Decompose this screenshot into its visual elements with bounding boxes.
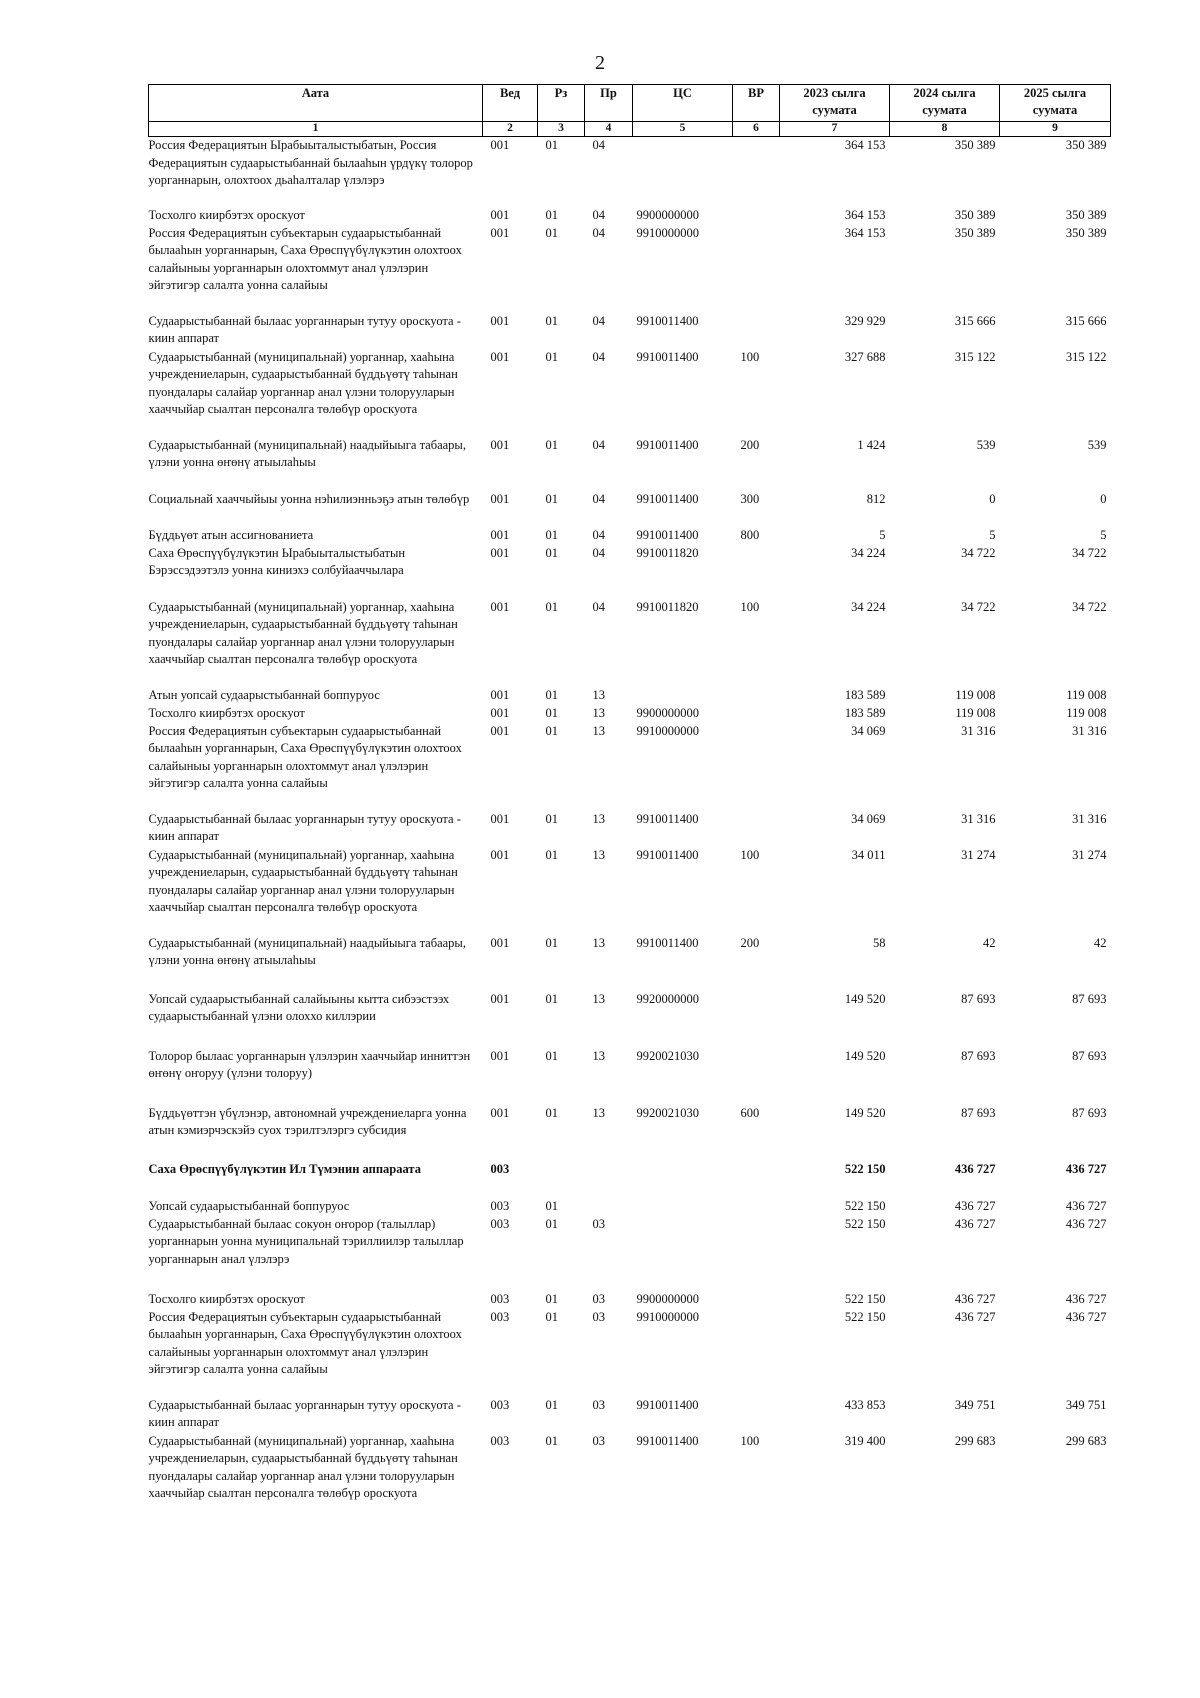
- cs-code: 9910011820: [636, 545, 699, 560]
- amount-2025: 350 389: [1065, 138, 1107, 152]
- cs-code: 9910011820: [636, 599, 699, 614]
- amount-2023: 327 688: [844, 349, 886, 364]
- cs-code: 9900000000: [636, 1291, 699, 1306]
- rz-code: 01: [545, 811, 558, 826]
- amount-2024: 87 693: [961, 991, 996, 1006]
- rz-code: 01: [545, 935, 558, 950]
- rz-code: 01: [545, 687, 558, 702]
- header-cell: ВР: [733, 85, 780, 122]
- amount-2025: 299 683: [1065, 1433, 1107, 1448]
- header-cell: Вед: [483, 85, 538, 122]
- row-name: Саха Өрөспүүбүлүкэтин Ил Түмэнин аппараата: [148, 1161, 421, 1176]
- cs-code: 9910011400: [636, 1397, 699, 1412]
- amount-2023: 329 929: [844, 313, 886, 328]
- amount-2025: 436 727: [1065, 1198, 1107, 1213]
- ved-code: 003: [490, 1397, 510, 1412]
- row-name: Судаарыстыбаннай (муниципальнай) наадыйыыга табаары, үлэни уонна өҥөнү атыылаһыы: [148, 437, 466, 469]
- row-name: Россия Федерациятын субъектарын судаарыстыбаннай былааһын уорганнарын, Саха Өрөспүүбүлүкэтин олохтоох салайыныы уорганнарын олохтоммут анал үлэлэрин эйгэтигэр салалта уонна салайыы: [148, 723, 462, 790]
- amount-2024: 436 727: [954, 1291, 996, 1306]
- table-row: [149, 1161, 1111, 1198]
- page-number: 2: [595, 52, 605, 74]
- header-cell: 2024 сылга суумата: [890, 85, 1000, 122]
- rz-code: 01: [545, 349, 558, 364]
- rz-code: 01: [545, 599, 558, 614]
- amount-2024: 87 693: [961, 1048, 996, 1063]
- row-name: Судаарыстыбаннай (муниципальнай) уорганнар, хааһына учреждениеларын, судаарыстыбаннай бүддьүөтү таһынан пуондалары салайар уорганнар анал үлэни толорууларын хааччыйар сыалтан персоналга төлөбүр ороскуота: [148, 349, 458, 416]
- row-name: Судаарыстыбаннай былаас уорганнарын тутуу ороскуота - киин аппарат: [148, 313, 461, 345]
- pr-code: 13: [592, 687, 605, 702]
- vr-code: [733, 1397, 780, 1433]
- header-cell: Рз: [538, 85, 585, 122]
- pr-code: 04: [592, 491, 605, 506]
- amount-2024: 350 389: [954, 225, 996, 240]
- ved-code: 001: [490, 491, 510, 506]
- cs-code: 9910011400: [636, 491, 699, 506]
- amount-2023: 183 589: [844, 705, 886, 720]
- table-row: [149, 687, 1111, 705]
- ved-code: 003: [490, 1216, 510, 1231]
- amount-2024: 31 316: [961, 723, 996, 738]
- column-number: 1: [149, 122, 483, 137]
- amount-2025: 350 389: [1065, 207, 1107, 222]
- cs-code: 9910000000: [636, 1309, 699, 1324]
- table-row: [149, 313, 1111, 349]
- ved-code: 003: [490, 1433, 510, 1448]
- table-row: [149, 1291, 1111, 1309]
- cs-code: 9910011400: [636, 437, 699, 452]
- amount-2025: 436 727: [1065, 1161, 1107, 1176]
- amount-2024: 350 389: [954, 138, 996, 152]
- pr-code: 13: [592, 1048, 605, 1063]
- amount-2025: 31 316: [1072, 811, 1107, 826]
- header-cell: Аата: [149, 85, 483, 122]
- amount-2023: 34 224: [851, 599, 886, 614]
- table-row: [149, 599, 1111, 687]
- amount-2023: 149 520: [844, 1048, 886, 1063]
- column-number: 4: [585, 122, 633, 137]
- amount-2023: 34 069: [851, 723, 886, 738]
- vr-code: [733, 811, 780, 847]
- rz-code: 01: [545, 527, 558, 542]
- amount-2025: 315 666: [1065, 313, 1107, 328]
- row-name: Тосхолго киирбэтэх ороскуот: [148, 1291, 305, 1306]
- ved-code: 001: [490, 225, 510, 240]
- cs-code: 9920021030: [636, 1048, 699, 1063]
- column-number: 6: [733, 122, 780, 137]
- amount-2024: 349 751: [954, 1397, 996, 1412]
- rz-code: 01: [545, 723, 558, 738]
- amount-2023: 522 150: [844, 1291, 886, 1306]
- rz-code: [538, 1161, 585, 1198]
- rz-code: 01: [545, 1048, 558, 1063]
- pr-code: 04: [592, 207, 605, 222]
- pr-code: 13: [592, 935, 605, 950]
- vr-code: 800: [740, 527, 760, 542]
- rz-code: 01: [545, 491, 558, 506]
- table-row: [149, 1105, 1111, 1161]
- pr-code: [585, 1198, 633, 1216]
- amount-2024: 31 316: [961, 811, 996, 826]
- rz-code: 01: [545, 225, 558, 240]
- table-row: [149, 207, 1111, 225]
- row-name: Судаарыстыбаннай былаас уорганнарын тутуу ороскуота - киин аппарат: [148, 811, 461, 843]
- amount-2024: 436 727: [954, 1198, 996, 1213]
- amount-2023: 34 224: [851, 545, 886, 560]
- budget-table: [148, 84, 1111, 1521]
- amount-2023: 522 150: [844, 1216, 886, 1231]
- vr-code: [733, 991, 780, 1048]
- table-row: [149, 527, 1111, 545]
- vr-code: [733, 1309, 780, 1397]
- ved-code: 001: [490, 705, 510, 720]
- ved-code: 003: [490, 1291, 510, 1306]
- ved-code: 001: [490, 1048, 510, 1063]
- vr-code: [733, 1216, 780, 1291]
- cs-code: 9920000000: [636, 991, 699, 1006]
- row-name: Бүддьүөт атын ассигнованиета: [148, 527, 314, 542]
- row-name: Толорор былаас уорганнарын үлэлэрин хааччыйар инниттэн өҥөнү оҥоруу (үлэни толоруу): [148, 1048, 471, 1080]
- ved-code: 001: [490, 1105, 510, 1120]
- row-name: Россия Федерациятын Ырабыыталыстыбатын, Россия Федерациятын судаарыстыбаннай былааһын үрдүкү толорор уорганнарын, олохтоох дьаһалталар үлэлэрэ: [148, 138, 473, 187]
- ved-code: 003: [490, 1309, 510, 1324]
- column-number: 2: [483, 122, 538, 137]
- cs-code: 9910011400: [636, 847, 699, 862]
- ved-code: 001: [490, 599, 510, 614]
- rz-code: 01: [545, 1105, 558, 1120]
- amount-2023: 149 520: [844, 1105, 886, 1120]
- amount-2024: 34 722: [961, 599, 996, 614]
- amount-2023: 522 150: [844, 1161, 886, 1176]
- amount-2023: 1 424: [857, 437, 886, 452]
- vr-code: 300: [740, 491, 760, 506]
- ved-code: 001: [490, 935, 510, 950]
- rz-code: 01: [545, 207, 558, 222]
- table-row: [149, 491, 1111, 527]
- amount-2023: 433 853: [844, 1397, 886, 1412]
- vr-code: [733, 1291, 780, 1309]
- vr-code: [733, 137, 780, 207]
- rz-code: 01: [545, 437, 558, 452]
- cs-code: 9910011400: [636, 313, 699, 328]
- rz-code: 01: [545, 1291, 558, 1306]
- pr-code: 04: [592, 225, 605, 240]
- amount-2023: 364 153: [844, 138, 886, 152]
- amount-2025: 5: [1100, 527, 1107, 542]
- rz-code: 01: [545, 313, 558, 328]
- pr-code: 04: [592, 599, 605, 614]
- pr-code: [585, 1161, 633, 1198]
- pr-code: 04: [592, 545, 605, 560]
- table-row: [149, 1216, 1111, 1291]
- amount-2024: 350 389: [954, 207, 996, 222]
- ved-code: 003: [490, 1198, 510, 1213]
- header-cell: 2023 сылга суумата: [780, 85, 890, 122]
- pr-code: 13: [592, 991, 605, 1006]
- amount-2024: 0: [989, 491, 996, 506]
- vr-code: [733, 1198, 780, 1216]
- amount-2023: 522 150: [844, 1309, 886, 1324]
- cs-code: 9910011400: [636, 935, 699, 950]
- amount-2023: 364 153: [844, 207, 886, 222]
- row-name: Судаарыстыбаннай (муниципальнай) наадыйыыга табаары, үлэни уонна өҥөнү атыылаһыы: [148, 935, 466, 967]
- table-body: [149, 137, 1111, 1521]
- cs-code: 9900000000: [636, 705, 699, 720]
- pr-code: 13: [592, 723, 605, 738]
- pr-code: 13: [592, 705, 605, 720]
- amount-2025: 42: [1094, 935, 1107, 950]
- ved-code: 001: [490, 349, 510, 364]
- amount-2024: 299 683: [954, 1433, 996, 1448]
- rz-code: 01: [545, 1216, 558, 1231]
- ved-code: 001: [490, 991, 510, 1006]
- amount-2023: 149 520: [844, 991, 886, 1006]
- amount-2025: 119 008: [1066, 705, 1107, 720]
- header-cell: Пр: [585, 85, 633, 122]
- rz-code: 01: [545, 991, 558, 1006]
- vr-code: [733, 1048, 780, 1105]
- column-number-row: [149, 122, 1111, 137]
- table-row: [149, 1397, 1111, 1433]
- row-name: Социальнай хааччыйыы уонна нэһилиэнньэҕэ атын төлөбүр: [148, 491, 470, 506]
- vr-code: [733, 705, 780, 723]
- cs-code: [633, 137, 733, 207]
- pr-code: 13: [592, 1105, 605, 1120]
- vr-code: 100: [740, 847, 760, 862]
- table-row: [149, 705, 1111, 723]
- amount-2023: 34 069: [851, 811, 886, 826]
- amount-2024: 315 666: [954, 313, 996, 328]
- amount-2025: 349 751: [1065, 1397, 1107, 1412]
- amount-2023: 319 400: [844, 1433, 886, 1448]
- pr-code: 03: [592, 1397, 605, 1412]
- row-name: Тосхолго киирбэтэх ороскуот: [148, 705, 305, 720]
- vr-code: [733, 687, 780, 705]
- table-row: [149, 137, 1111, 207]
- ved-code: 001: [490, 811, 510, 826]
- ved-code: 001: [490, 138, 510, 152]
- cs-code: 9920021030: [636, 1105, 699, 1120]
- row-name: Уопсай судаарыстыбаннай боппуруос: [148, 1198, 350, 1213]
- amount-2025: 87 693: [1072, 991, 1107, 1006]
- vr-code: 100: [740, 349, 760, 364]
- column-number: 7: [780, 122, 890, 137]
- vr-code: 100: [740, 1433, 760, 1448]
- pr-code: 04: [592, 138, 605, 152]
- amount-2025: 539: [1087, 437, 1107, 452]
- cs-code: [633, 1216, 733, 1291]
- pr-code: 04: [592, 313, 605, 328]
- cs-code: 9910011400: [636, 527, 699, 542]
- pr-code: 03: [592, 1291, 605, 1306]
- amount-2025: 87 693: [1072, 1048, 1107, 1063]
- table-row: [149, 545, 1111, 599]
- amount-2024: 315 122: [954, 349, 996, 364]
- ved-code: 003: [490, 1161, 510, 1176]
- pr-code: 04: [592, 437, 605, 452]
- amount-2025: 350 389: [1065, 225, 1107, 240]
- cs-code: 9910011400: [636, 811, 699, 826]
- pr-code: 13: [592, 847, 605, 862]
- rz-code: 01: [545, 1198, 558, 1213]
- vr-code: [733, 1161, 780, 1198]
- header-cell: ЦС: [633, 85, 733, 122]
- cs-code: 9910000000: [636, 723, 699, 738]
- amount-2024: 5: [989, 527, 996, 542]
- table-row: [149, 811, 1111, 847]
- cs-code: 9910011400: [636, 1433, 699, 1448]
- amount-2025: 34 722: [1072, 545, 1107, 560]
- row-name: Судаарыстыбаннай (муниципальнай) уорганнар, хааһына учреждениеларын, судаарыстыбаннай бүддьүөтү таһынан пуондалары салайар уорганнар анал үлэни толорууларын хааччыйар сыалтан персоналга төлөбүр ороскуота: [148, 599, 458, 666]
- ved-code: 001: [490, 545, 510, 560]
- column-number: 9: [1000, 122, 1111, 137]
- amount-2024: 436 727: [954, 1161, 996, 1176]
- amount-2023: 364 153: [844, 225, 886, 240]
- rz-code: 01: [545, 847, 558, 862]
- ved-code: 001: [490, 723, 510, 738]
- cs-code: [633, 1198, 733, 1216]
- amount-2023: 812: [866, 491, 886, 506]
- vr-code: [733, 313, 780, 349]
- amount-2024: 87 693: [961, 1105, 996, 1120]
- row-name: Тосхолго киирбэтэх ороскуот: [148, 207, 305, 222]
- ved-code: 001: [490, 313, 510, 328]
- row-name: Судаарыстыбаннай (муниципальнай) уорганнар, хааһына учреждениеларын, судаарыстыбаннай бүддьүөтү таһынан пуондалары салайар уорганнар анал үлэни толорууларын хааччыйар сыалтан персоналга төлөбүр ороскуота: [148, 1433, 458, 1500]
- rz-code: 01: [545, 1397, 558, 1412]
- vr-code: [733, 545, 780, 599]
- ved-code: 001: [490, 437, 510, 452]
- cs-code: [633, 687, 733, 705]
- pr-code: 03: [592, 1433, 605, 1448]
- row-name: Бүддьүөттэн үбүлэнэр, автономнай учреждениеларга уонна атын кэмиэрчэскэйэ суох тэрилтэлэргэ субсидия: [148, 1105, 467, 1137]
- vr-code: 600: [740, 1105, 760, 1120]
- amount-2024: 119 008: [955, 687, 996, 702]
- row-name: Саха Өрөспүүбүлүкэтин Ырабыыталыстыбатын Бэрэссэдээтэлэ уонна киниэхэ солбуйааччылара: [148, 545, 406, 577]
- rz-code: 01: [545, 1433, 558, 1448]
- table-row: [149, 437, 1111, 491]
- amount-2024: 42: [983, 935, 996, 950]
- amount-2023: 5: [879, 527, 886, 542]
- amount-2025: 119 008: [1066, 687, 1107, 702]
- amount-2025: 31 316: [1072, 723, 1107, 738]
- amount-2025: 0: [1100, 491, 1107, 506]
- amount-2024: 436 727: [954, 1309, 996, 1324]
- table-row: [149, 1198, 1111, 1216]
- table-row: [149, 1309, 1111, 1397]
- amount-2025: 436 727: [1065, 1291, 1107, 1306]
- row-name: Судаарыстыбаннай (муниципальнай) уорганнар, хааһына учреждениеларын, судаарыстыбаннай бүддьүөтү таһынан пуондалары салайар уорганнар анал үлэни толорууларын хааччыйар сыалтан персоналга төлөбүр ороскуота: [148, 847, 458, 914]
- vr-code: [733, 225, 780, 313]
- pr-code: 03: [592, 1216, 605, 1231]
- amount-2024: 34 722: [961, 545, 996, 560]
- amount-2024: 31 274: [961, 847, 996, 862]
- row-name: Уопсай судаарыстыбаннай салайыыны кытта сибээстээх судаарыстыбаннай үлэни олоххо киллэрии: [148, 991, 450, 1023]
- vr-code: [733, 723, 780, 811]
- table-row: [149, 935, 1111, 991]
- table-row: [149, 1048, 1111, 1105]
- vr-code: 200: [740, 935, 760, 950]
- table-row: [149, 847, 1111, 935]
- ved-code: 001: [490, 687, 510, 702]
- table-row: [149, 349, 1111, 437]
- pr-code: 13: [592, 811, 605, 826]
- column-number: 5: [633, 122, 733, 137]
- ved-code: 001: [490, 847, 510, 862]
- amount-2025: 436 727: [1065, 1309, 1107, 1324]
- vr-code: 100: [740, 599, 760, 614]
- cs-code: [633, 1161, 733, 1198]
- cs-code: 9910000000: [636, 225, 699, 240]
- table-row: [149, 225, 1111, 313]
- amount-2024: 539: [976, 437, 996, 452]
- amount-2024: 436 727: [954, 1216, 996, 1231]
- amount-2024: 119 008: [955, 705, 996, 720]
- amount-2023: 522 150: [844, 1198, 886, 1213]
- amount-2025: 31 274: [1072, 847, 1107, 862]
- column-number: 8: [890, 122, 1000, 137]
- rz-code: 01: [545, 138, 558, 152]
- amount-2025: 315 122: [1065, 349, 1107, 364]
- vr-code: 200: [740, 437, 760, 452]
- row-name: Судаарыстыбаннай былаас уорганнарын тутуу ороскуота - киин аппарат: [148, 1397, 461, 1429]
- cs-code: 9910011400: [636, 349, 699, 364]
- row-name: Россия Федерациятын субъектарын судаарыстыбаннай былааһын уорганнарын, Саха Өрөспүүбүлүкэтин олохтоох салайыныы уорганнарын олохтоммут анал үлэлэрин эйгэтигэр салалта уонна салайыы: [148, 1309, 462, 1376]
- ved-code: 001: [490, 527, 510, 542]
- vr-code: [733, 207, 780, 225]
- row-name: Судаарыстыбаннай былаас сокуон оҥорор (талыллар) уорганнарын уонна муниципальнай тэриллиилэр талыллар уорганнарын анал үлэлэрэ: [148, 1216, 464, 1266]
- rz-code: 01: [545, 705, 558, 720]
- table-row: [149, 723, 1111, 811]
- table-row: [149, 991, 1111, 1048]
- row-name: Атын уопсай судаарыстыбаннай боппуруос: [148, 687, 380, 702]
- rz-code: 01: [545, 545, 558, 560]
- header-cell: 2025 сылга суумата: [1000, 85, 1111, 122]
- amount-2023: 34 011: [851, 847, 886, 862]
- header-row: [149, 85, 1111, 122]
- amount-2025: 87 693: [1072, 1105, 1107, 1120]
- row-name: Россия Федерациятын субъектарын судаарыстыбаннай былааһын уорганнарын, Саха Өрөспүүбүлүкэтин олохтоох салайыныы уорганнарын олохтоммут анал үлэлэрин эйгэтигэр салалта уонна салайыы: [148, 225, 462, 292]
- cs-code: 9900000000: [636, 207, 699, 222]
- column-number: 3: [538, 122, 585, 137]
- amount-2023: 58: [873, 935, 886, 950]
- pr-code: 03: [592, 1309, 605, 1324]
- rz-code: 01: [545, 1309, 558, 1324]
- amount-2023: 183 589: [844, 687, 886, 702]
- amount-2025: 34 722: [1072, 599, 1107, 614]
- amount-2025: 436 727: [1065, 1216, 1107, 1231]
- pr-code: 04: [592, 527, 605, 542]
- table-row: [149, 1433, 1111, 1521]
- pr-code: 04: [592, 349, 605, 364]
- ved-code: 001: [490, 207, 510, 222]
